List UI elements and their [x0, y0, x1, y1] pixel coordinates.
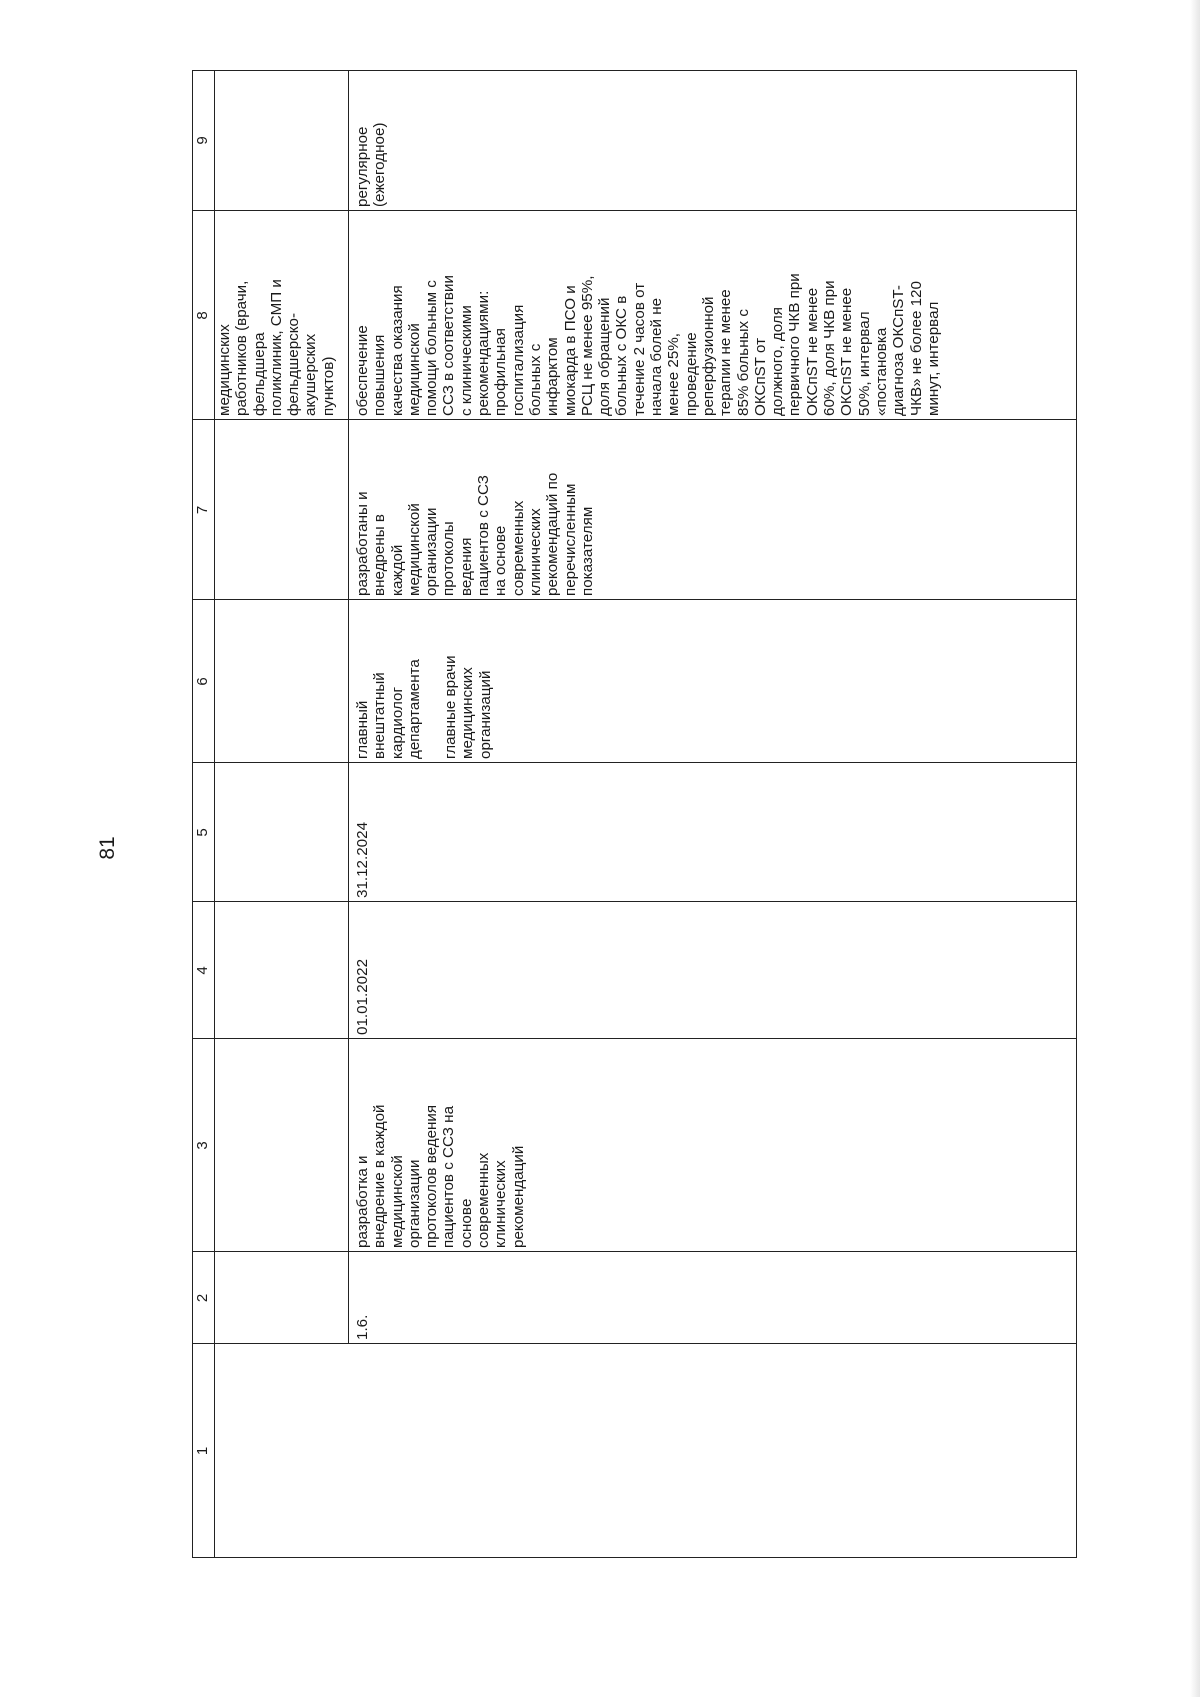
- responsible-cell-primary: главный внештатный кардиолог департамента: [354, 659, 423, 759]
- header-col-3: 3: [194, 1141, 211, 1150]
- col-divider-8: [192, 210, 1077, 211]
- col-divider-4: [192, 901, 1077, 902]
- continuation-cell-col8: медицинских работников (врачи, фельдшера поликлиник, СМП и фельдшерско- акушерских пунктов): [216, 279, 337, 416]
- col-divider-2: [192, 1251, 1077, 1252]
- header-col-6: 6: [194, 677, 211, 686]
- frequency-cell: регулярное (ежегодное): [354, 122, 389, 207]
- table-border-bottom: [1076, 70, 1077, 1558]
- header-col-5: 5: [194, 828, 211, 837]
- header-col-7: 7: [194, 505, 211, 515]
- header-col-4: 4: [194, 966, 211, 975]
- rotated-table-viewport: [192, 70, 1077, 1558]
- col-divider-5: [192, 762, 1077, 763]
- table-border-right: [192, 70, 1077, 71]
- indicators-cell: обеспечение повышения качества оказания медицинской помощи больным с ССЗ в соответствии с клиническими рекомендациями: профильная госпитализация больных с инфарктом миокарда в ПСО и РСЦ не менее 95%, доля обращений больных с ОКС в течение 2 часов от начала болей не менее 25%, проведение реперфузионной терапии не менее 85% больных с ОКСпST от должного, доля первичного ЧКВ при ОКСпST не менее 60%, доля ЧКВ при ОКСпST не менее 50%, интервал «постановка диагноза ОКСпST- ЧКВ» не более 120 минут, интервал: [354, 273, 942, 416]
- table-landscape: [192, 70, 1077, 1558]
- continuation-row-separator: [348, 70, 349, 1344]
- responsible-cell-secondary: главные врачи медицинских организаций: [442, 655, 494, 759]
- result-cell: разработаны и внедрены в каждой медицинской организации протоколы ведения пациентов с ССЗ на основе современных клинических рекомендаций по перечисленным показателям: [354, 472, 596, 596]
- header-col-8: 8: [194, 311, 211, 320]
- start-date-cell: 01.01.2022: [354, 958, 371, 1035]
- col-divider-3: [192, 1038, 1077, 1039]
- measures-table: [192, 70, 1077, 1558]
- col-divider-7: [192, 419, 1077, 420]
- header-col-2: 2: [194, 1293, 211, 1303]
- page-number: 81: [96, 836, 119, 860]
- page-edge-shadow: [1190, 0, 1200, 1697]
- header-col-9: 9: [194, 136, 211, 145]
- col-divider-1: [192, 1343, 1077, 1344]
- header-row-separator: [214, 70, 215, 1558]
- header-col-1: 1: [194, 1446, 211, 1456]
- end-date-cell: 31.12.2024: [354, 821, 371, 898]
- row-number-cell: 1.6.: [354, 1314, 371, 1340]
- event-cell: разработка и внедрение в каждой медицинской организации протоколов ведения пациентов с ССЗ на основe современных клинических рекомендаций: [354, 1104, 527, 1248]
- table-border-left: [192, 1557, 1077, 1558]
- col-divider-6: [192, 599, 1077, 600]
